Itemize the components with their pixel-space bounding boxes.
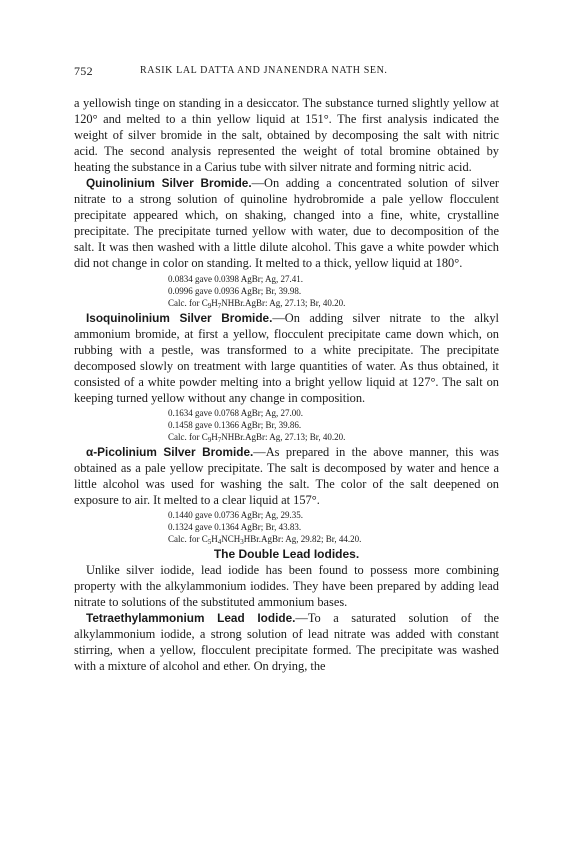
calculated-line: Calc. for $C_5H_4NCH_3HBr.AgBr$: Ag, 29.82; Br, 44.20.	[168, 533, 362, 546]
isoquinolinium-analysis	[168, 407, 499, 443]
section-intro: Unlike silver iodide, lead iodide has been found to possess more combining property with the alkylammonium iodides. They have been prepared by adding lead nitrate to solutions of the substituted ammonium bases.	[74, 563, 499, 610]
calculated-line: Calc. for $C_9H_7NHBr.AgBr$: Ag, 27.13; Br, 40.20.	[168, 297, 346, 310]
tetraethyl-heading: Tetraethylammonium Lead Iodide.	[86, 611, 296, 626]
analysis-line: 0.1634 gave 0.0768 AgBr; Ag, 27.00.	[168, 407, 303, 418]
tetraethyl-paragraph	[74, 610, 499, 674]
analysis-line: 0.1324 gave 0.1364 AgBr; Br, 43.83.	[168, 521, 302, 532]
picolinium-analysis	[168, 509, 499, 545]
picolinium-text: —As prepared in the above manner, this was obtained as a pale yellow precipitate. The salt is decomposed by water and hence a little alcohol was used for washing the salt. The color of the salt deepened on exposure to air. It melted to a clear liquid at 157°.	[74, 444, 500, 507]
isoquinolinium-text: —On adding silver nitrate to the alkyl ammonium bromide, at first a yellow, flocculent precipitate came down which, on rubbing with a pestle, was transformed to a white precipitate. The precipitate decomposed slowly on treatment with large quantities of water. As thus obtained, it consisted of a white powder melting into a bright yellow liquid at 127°. The salt on keeping turned yellow without any change in composition.	[74, 310, 499, 405]
tetraethyl-text: —To a saturated solution of the alkylammonium iodide, a strong solution of lead nitrate was added with constant stirring, when a yellow, flocculent precipitate formed. The precipitate was washed with a mixture of alcohol and ether. On drying, the	[74, 611, 500, 674]
isoquinolinium-heading: Isoquinolinium Silver Bromide.	[86, 310, 273, 325]
article-body	[74, 95, 499, 674]
analysis-line: 0.0996 gave 0.0936 AgBr; Br, 39.98.	[168, 285, 302, 296]
page-number: 752	[74, 64, 93, 78]
analysis-line: 0.1458 gave 0.1366 AgBr; Br, 39.86.	[168, 419, 302, 430]
paragraph-continuation: a yellowish tinge on standing in a desiccator. The substance turned slightly yellow at 120° and melted to a thin yellow liquid at 151°. The first analysis indicated the weight of silver bromide in the salt, obtained by decomposing the salt with nitric acid. The second analysis represented the weight of total bromine obtained by heating the substance in a Carius tube with silver nitrate and forming nitric acid.	[74, 96, 499, 175]
quinolinium-analysis	[168, 273, 499, 309]
calculated-line: Calc. for $C_9H_7NHBr.AgBr$: Ag, 27.13; Br, 40.20.	[168, 431, 346, 444]
isoquinolinium-paragraph	[74, 310, 499, 406]
section-title: The Double Lead Iodides.	[213, 546, 360, 561]
picolinium-paragraph	[74, 444, 499, 508]
analysis-line: 0.1440 gave 0.0736 AgBr; Ag, 29.35.	[168, 509, 303, 520]
quinolinium-paragraph	[74, 175, 499, 271]
analysis-line: 0.0834 gave 0.0398 AgBr; Ag, 27.41.	[168, 273, 303, 284]
page-header	[74, 64, 499, 80]
picolinium-heading: α-Picolinium Silver Bromide.	[86, 444, 254, 459]
quinolinium-heading: Quinolinium Silver Bromide.	[86, 176, 252, 191]
quinolinium-text: —On adding a concentrated solution of silver nitrate to a strong solution of quinoline hydrobromide a pale yellow flocculent precipitate appeared which, on shaking, changed into a fine, white, crystalline precipitate. The precipitate turned yellow with water, due to decomposition of the salt. It was then washed with a little dilute alcohol. This gave a white powder which did not change in color on standing. It melted to a thick, yellow liquid at 180°.	[74, 176, 500, 271]
running-head: RASIK LAL DATTA AND JNANENDRA NATH SEN.	[140, 65, 388, 76]
